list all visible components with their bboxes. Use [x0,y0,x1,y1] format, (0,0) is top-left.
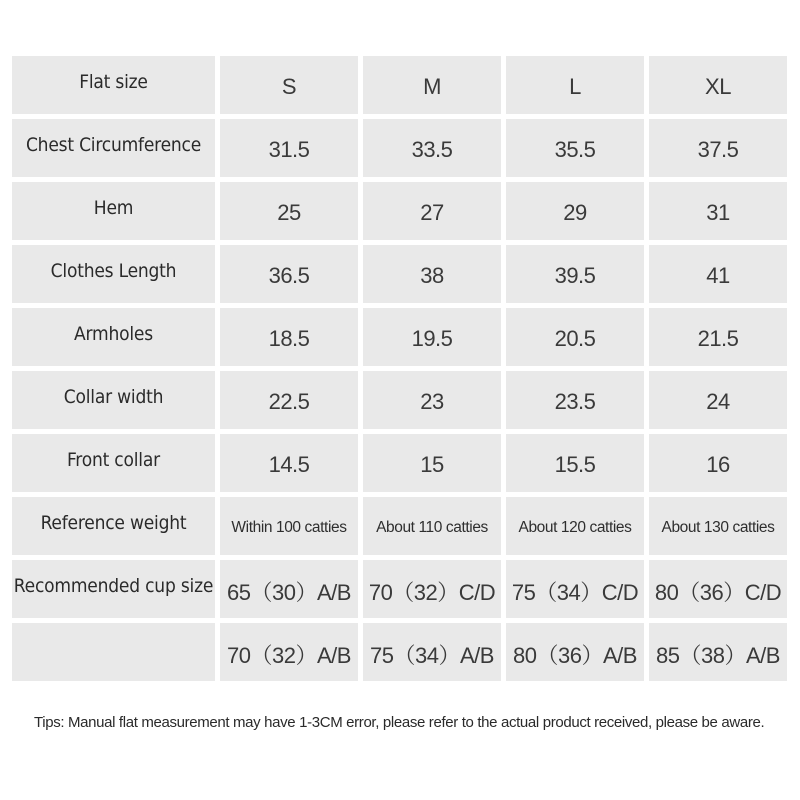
size-chart-table [12,56,787,681]
table-cell: 75（34）C/D [506,560,644,618]
table-cell: 80（36）A/B [506,623,644,681]
table-cell: 16 [649,434,787,492]
table-cell: 20.5 [506,308,644,366]
table-cell: 37.5 [649,119,787,177]
header-size-l: L [506,56,644,114]
table-cell: 38 [363,245,501,303]
header-size-xl: XL [649,56,787,114]
table-cell: 15 [363,434,501,492]
table-cell: 75（34）A/B [363,623,501,681]
row-label-empty [12,623,215,681]
table-cell: 19.5 [363,308,501,366]
table-cell: About 110 catties [363,497,501,555]
row-label-hem: Hem [12,182,215,240]
table-cell: 85（38）A/B [649,623,787,681]
row-label-reference-weight: Reference weight [12,497,215,555]
table-cell: 36.5 [220,245,358,303]
table-cell: 80（36）C/D [649,560,787,618]
table-cell: Within 100 catties [220,497,358,555]
table-cell: 23.5 [506,371,644,429]
header-size-s: S [220,56,358,114]
table-cell: 33.5 [363,119,501,177]
table-cell: 39.5 [506,245,644,303]
row-label-front-collar: Front collar [12,434,215,492]
table-cell: 70（32）A/B [220,623,358,681]
table-cell: 41 [649,245,787,303]
header-flat-size-label: Flat size [12,56,215,114]
table-cell: 65（30）A/B [220,560,358,618]
measurement-tips-note: Tips: Manual flat measurement may have 1-3CM error, please refer to the actual product received, please be aware. [34,714,765,731]
table-cell: 27 [363,182,501,240]
table-cell: 35.5 [506,119,644,177]
table-cell: 70（32）C/D [363,560,501,618]
table-cell: 18.5 [220,308,358,366]
table-cell: 21.5 [649,308,787,366]
table-cell: 25 [220,182,358,240]
table-cell: 24 [649,371,787,429]
table-cell: 15.5 [506,434,644,492]
table-cell: 14.5 [220,434,358,492]
row-label-collar-width: Collar width [12,371,215,429]
table-cell: 31 [649,182,787,240]
table-cell: 31.5 [220,119,358,177]
table-cell: 23 [363,371,501,429]
row-label-clothes-length: Clothes Length [12,245,215,303]
table-cell: 22.5 [220,371,358,429]
table-cell: About 130 catties [649,497,787,555]
row-label-recommended-cup-size: Recommended cup size [12,560,215,618]
header-size-m: M [363,56,501,114]
row-label-chest-circumference: Chest Circumference [12,119,215,177]
table-cell: About 120 catties [506,497,644,555]
table-cell: 29 [506,182,644,240]
row-label-armholes: Armholes [12,308,215,366]
